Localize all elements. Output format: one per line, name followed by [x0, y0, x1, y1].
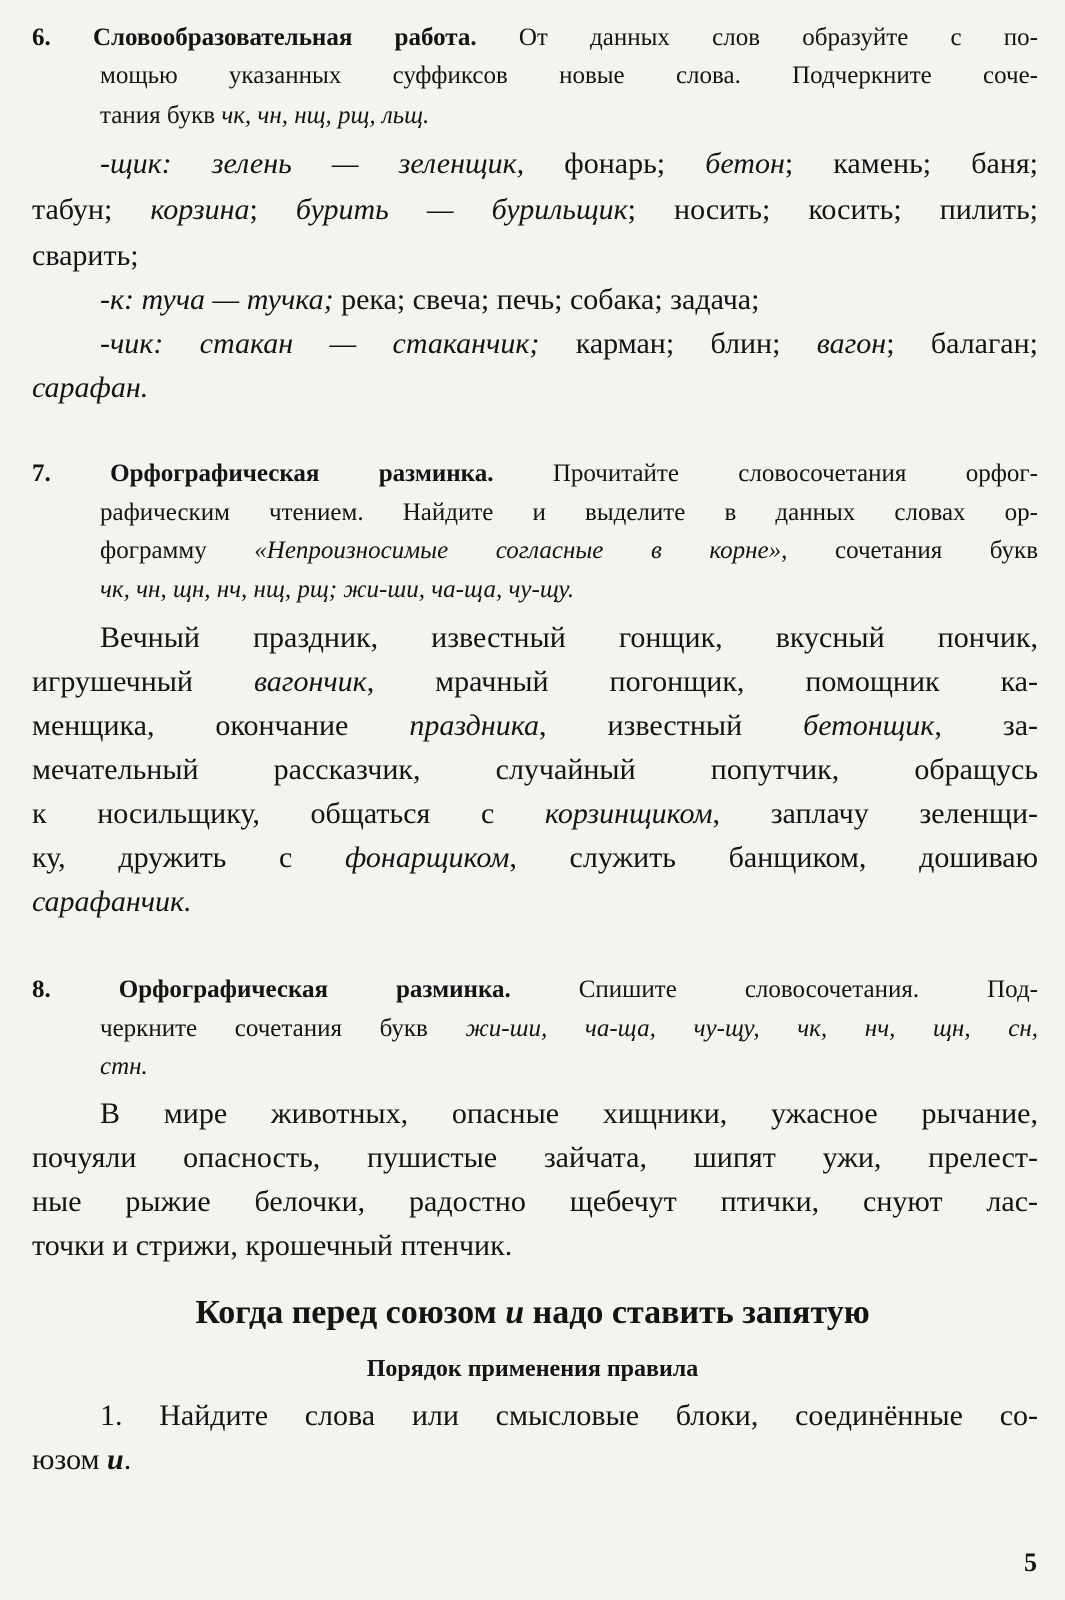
phrase-list: , служить банщиком, дошиваю — [509, 841, 1039, 874]
ex6-instruction-line — [100, 100, 1038, 131]
phrase-list: , заплачу зеленщи- — [712, 797, 1038, 830]
ex7-body-line — [32, 662, 1038, 702]
letter-combinations: стн. — [100, 1053, 148, 1080]
word-italic: фонарщиком — [345, 841, 510, 874]
ex6-instruction-line — [100, 60, 1038, 91]
phrase-list: к носильщику, общаться с — [32, 797, 545, 830]
ex7-instruction-line — [100, 574, 1038, 605]
word-list: ; балаган; — [886, 327, 1038, 360]
word-italic: праздника — [409, 709, 539, 742]
ex7-instruction-line — [100, 535, 1038, 566]
ex6-body-line — [100, 324, 1038, 364]
phrase-list: почуяли опасность, пушистые зайчата, шипят ужи, прелест- — [32, 1141, 1038, 1174]
ex8-instruction-line — [100, 1051, 1038, 1082]
ex8-body-line — [32, 1226, 1038, 1266]
exercise-number: 8. — [32, 976, 51, 1003]
ex8-instruction-line — [32, 974, 1038, 1005]
rule-step-text: юзом — [32, 1443, 107, 1476]
exercise-number: 6. — [32, 24, 51, 51]
phrase-list: В мире животных, опасные хищники, ужасное рычание, — [100, 1097, 1038, 1130]
ex7-body-line — [32, 882, 1038, 922]
phrase-list: ные рыжие белочки, радостно щебечут птички, снуют лас- — [32, 1185, 1038, 1218]
exercise-number: 7. — [32, 460, 51, 487]
exercise-title: Словообразовательная работа. — [92, 24, 477, 51]
letter-combinations: чк, чн, нщ, рщ, льщ. — [221, 102, 430, 129]
instruction-text: рафическим чтением. Найдите и выделите в данных словах ор- — [100, 499, 1038, 526]
page-number: 5 — [1024, 1548, 1037, 1577]
word-list: ; камень; баня; — [784, 147, 1039, 180]
ex7-body-line — [32, 706, 1038, 746]
instruction-text: От данных слов образуйте с по- — [518, 24, 1039, 51]
phrase-list: менщика, окончание — [32, 709, 410, 742]
instruction-text: мощью указанных суффиксов новые слова. Подчеркните соче- — [100, 62, 1038, 89]
word-italic: вагон — [816, 327, 887, 360]
instruction-text: фограмму — [100, 537, 255, 564]
suffix-example: -чик: стакан — стаканчик; — [100, 327, 540, 360]
suffix-example: -щик: зелень — зеленщик, — [100, 147, 525, 180]
word-list: карман; блин; — [539, 327, 817, 360]
rule-conjunction: и — [107, 1443, 124, 1476]
exercise-title: Орфографическая разминка. — [110, 460, 494, 487]
orthogram-name: «Непроизносимые согласные в корне», — [254, 537, 788, 564]
suffix-example: -к: туча — тучка; — [100, 283, 334, 316]
word-list: табун; — [32, 193, 151, 226]
word-list: ; — [249, 193, 296, 226]
word-italic: сарафан. — [32, 371, 149, 404]
word-italic: бетонщик — [803, 709, 935, 742]
ex8-body-line — [32, 1182, 1038, 1222]
word-list: сварить; — [32, 239, 139, 272]
word-list: фонарь; — [524, 147, 706, 180]
ex8-body-line — [32, 1138, 1038, 1178]
phrase-list: мечательный рассказчик, случайный попутчик, обращусь — [32, 753, 1038, 786]
rule-heading-conjunction: и — [505, 1294, 525, 1331]
word-list: река; свеча; печь; собака; задача; — [333, 283, 760, 316]
phrase-list: ку, дружить с — [32, 841, 346, 874]
ex7-body-line — [32, 794, 1038, 834]
ex7-body-line — [100, 618, 1038, 658]
rule-step-line — [32, 1440, 1038, 1480]
rule-step-line — [100, 1396, 1038, 1436]
suffix-example: бурить — бурильщик — [295, 193, 628, 226]
phrase-list: игрушечный — [32, 665, 254, 698]
ex6-body-line — [100, 280, 1038, 320]
ex7-instruction-line — [32, 458, 1038, 489]
exercise-title: Орфографическая разминка. — [118, 976, 511, 1003]
word-italic: корзинщиком — [544, 797, 713, 830]
rule-heading — [0, 1294, 1065, 1332]
instruction-text: тания букв — [100, 102, 222, 129]
ex8-instruction-line — [100, 1013, 1038, 1044]
rule-step-text: . — [123, 1443, 132, 1476]
ex7-body-line — [32, 838, 1038, 878]
rule-subheading: Порядок применения правила — [366, 1356, 699, 1382]
ex6-body-line — [32, 236, 1038, 276]
word-italic: сарафанчик. — [32, 885, 192, 918]
phrase-list: Вечный праздник, известный гонщик, вкусный пончик, — [100, 621, 1038, 654]
word-italic: вагончик — [253, 665, 367, 698]
ex6-body-line — [100, 144, 1038, 184]
ex7-instruction-line — [100, 497, 1038, 528]
word-list: ; носить; косить; пилить; — [627, 193, 1038, 226]
rule-heading-text: Когда перед союзом — [195, 1294, 506, 1331]
phrase-list: , за- — [934, 709, 1038, 742]
instruction-text: черкните сочетания букв — [100, 1015, 466, 1042]
phrase-list: , известный — [539, 709, 804, 742]
ex8-body-line — [100, 1094, 1038, 1134]
word-italic: бетон — [705, 147, 785, 180]
rule-step-text: 1. Найдите слова или смысловые блоки, соединённые со- — [100, 1399, 1038, 1432]
phrase-list: , мрачный погонщик, помощник ка- — [366, 665, 1038, 698]
instruction-text: Прочитайте словосочетания орфог- — [552, 460, 1038, 487]
ex6-body-line — [32, 368, 1038, 408]
ex6-instruction-line — [32, 22, 1038, 53]
instruction-text: Спишите словосочетания. Под- — [578, 976, 1039, 1003]
letter-combinations: чк, чн, щн, нч, нщ, рщ; жи-ши, ча-ща, чу-щу. — [100, 576, 575, 603]
phrase-list: точки и стрижи, крошечный птенчик. — [32, 1229, 513, 1262]
letter-combinations: жи-ши, ча-ща, чу-щу, чк, нч, щн, сн, — [465, 1015, 1038, 1042]
instruction-text: сочетания букв — [787, 537, 1038, 564]
word-italic: корзина — [150, 193, 250, 226]
rule-heading-text: надо ставить запятую — [524, 1294, 870, 1331]
ex7-body-line — [32, 750, 1038, 790]
ex6-body-line — [32, 190, 1038, 230]
